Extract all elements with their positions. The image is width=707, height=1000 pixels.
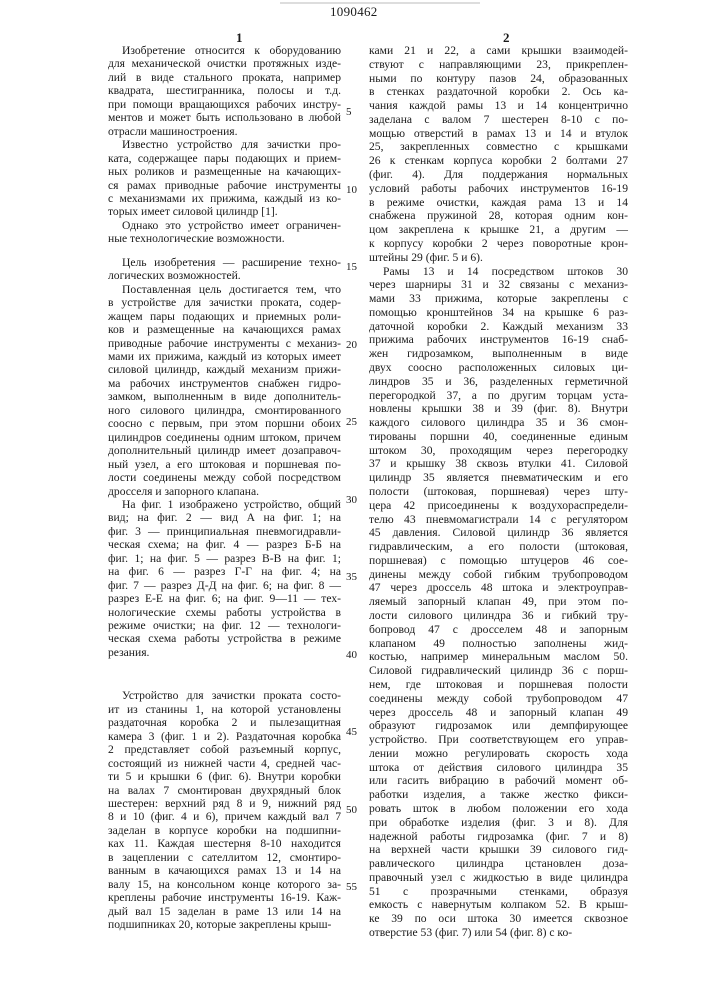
- text-line: штоком 30, проходящим через перегородку: [369, 444, 628, 458]
- text-line: ческая схема; на фиг. 4 — разрез Б-Б на: [108, 538, 341, 551]
- text-line: ванным в качающихся рамах 13 и 14 на: [108, 864, 341, 877]
- text-line: 2 представляет собой разъемный корпус,: [108, 743, 341, 756]
- text-line: резания.: [108, 646, 341, 659]
- right-column-number: 2: [503, 30, 510, 46]
- left-column-number: 1: [236, 30, 243, 46]
- text-line: отверстие 53 (фиг. 7) или 54 (фиг. 8) с ко-: [369, 926, 628, 940]
- text-line: через шарниры 31 и 32 связаны с механиз-: [369, 278, 628, 292]
- line-number: 35: [346, 571, 362, 583]
- scan-edge-line: [280, 2, 480, 4]
- text-line: новлены крышки 38 и 39 (фиг. 8). Внутри: [369, 402, 628, 416]
- text-line: Поставленная цель достигается тем, что: [108, 283, 341, 296]
- right-text-column: [369, 44, 628, 940]
- text-line: жен гидрозамком, выполненным в виде: [369, 347, 628, 361]
- text-line: ного силового цилиндра, смонтированного: [108, 404, 341, 417]
- text-line: 26 к стенкам корпуса коробки 2 болтами 27: [369, 154, 628, 168]
- line-number: 45: [346, 726, 362, 738]
- paragraph: [108, 689, 341, 931]
- text-line: снабжена пружиной 28, которая одним кон-: [369, 209, 628, 223]
- text-line: через дроссель 48 и запорный клапан 49: [369, 706, 628, 720]
- text-line: дополнительный цилиндр имеет дозаправоч-: [108, 444, 341, 457]
- text-line: чания каждой рамы 13 и 14 концентрично: [369, 99, 628, 113]
- text-line: полости (штоковая, поршневая) через шту-: [369, 485, 628, 499]
- text-line: На фиг. 1 изображено устройство, общий: [108, 498, 341, 511]
- text-line: квадрата, шестигранника, полосы и т.д.: [108, 84, 341, 97]
- text-line: на верхней части крышки 39 силового гид-: [369, 843, 628, 857]
- text-line: валу 15, на консольном конце которого за-: [108, 878, 341, 891]
- text-line: на валах 7 смонтирован двухрядный блок: [108, 784, 341, 797]
- text-line: дый вал 15 заделан в раме 13 или 14 на: [108, 905, 341, 918]
- text-line: телю 43 пневмомагистрали 14 с регулятором: [369, 513, 628, 527]
- line-number: 15: [346, 261, 362, 273]
- text-line: ными по контуру пазов 24, образованных: [369, 72, 628, 86]
- text-line: лении можно регулировать скорость хода: [369, 747, 628, 761]
- text-line: Известно устройство для зачистки про-: [108, 138, 341, 151]
- text-line: равлического цилиндра цстановлен доза-: [369, 857, 628, 871]
- text-line: гидравлическим, а его полости (штоковая,: [369, 540, 628, 554]
- paragraph: [108, 283, 341, 498]
- text-line: 37 и крышку 38 сквозь втулки 41. Силовой: [369, 457, 628, 471]
- text-line: логических возможностей.: [108, 269, 341, 282]
- text-line: приводные рабочие инструменты с механиз-: [108, 337, 341, 350]
- text-line: заделана с валом 7 шестерен 8-10 с по-: [369, 113, 628, 127]
- left-text-column: [108, 44, 341, 932]
- text-line: двух соосно расположенных силовых ци-: [369, 361, 628, 375]
- text-line: в зацеплении с сателлитом 12, смонтиро-: [108, 851, 341, 864]
- text-line: динены между собой гибким трубопроводом: [369, 568, 628, 582]
- text-line: прижима рабочих инструментов 16-19 снаб-: [369, 333, 628, 347]
- text-line: цилиндр 35 является пневматическим и его: [369, 471, 628, 485]
- text-line: (фиг. 4). Для поддержания нормальных: [369, 168, 628, 182]
- text-line: ческая схема работы устройства в режиме: [108, 632, 341, 645]
- line-number: 5: [346, 106, 362, 118]
- text-line: на фиг. 6 — разрез Г-Г на фиг. 4; на: [108, 565, 341, 578]
- text-line: камера 3 (фиг. 1 и 2). Раздаточная коробка: [108, 730, 341, 743]
- text-line: нем, где штоковая и поршневая полости: [369, 678, 628, 692]
- text-line: соединены между собой трубопроводом 47: [369, 692, 628, 706]
- paragraph: [108, 44, 341, 138]
- text-line: лости силового цилиндра 36 и гибкий тру-: [369, 609, 628, 623]
- text-line: состоящий из нижней части 4, средней час-: [108, 757, 341, 770]
- text-line: устройство. При соответствующем его управ-: [369, 733, 628, 747]
- text-line: помощью кронштейнов 34 на крышке 6 раз-: [369, 306, 628, 320]
- text-line: ма рабочих инструментов снабжен гидро-: [108, 377, 341, 390]
- patent-number: 1090462: [330, 4, 378, 20]
- paragraph: [108, 219, 341, 246]
- paragraph: [108, 498, 341, 659]
- text-line: для механической очистки протяжных изде-: [108, 57, 341, 70]
- text-line: тированы поршни 40, соединенные единым: [369, 430, 628, 444]
- text-line: бопровод 47 с дросселем 48 и запорным: [369, 623, 628, 637]
- text-line: раздаточная коробка 2 и пылезащитная: [108, 716, 341, 729]
- text-line: вид; на фиг. 2 — вид А на фиг. 1; на: [108, 511, 341, 524]
- text-line: ками 21 и 22, а сами крышки взаимодей-: [369, 44, 628, 58]
- paragraph: [369, 265, 628, 940]
- text-line: 25, закрепленных совместно с крышками: [369, 140, 628, 154]
- section-gap: [108, 246, 341, 256]
- text-line: ся рамах приводные рабочие инструменты: [108, 179, 341, 192]
- line-number: 10: [346, 184, 362, 196]
- text-line: Однако это устройство имеет ограничен-: [108, 219, 341, 232]
- text-line: ках 11. Каждая шестерня 8-10 находится: [108, 837, 341, 850]
- text-line: лий в виде стального проката, например: [108, 71, 341, 84]
- text-line: подшипниках 20, которые закреплены крыш-: [108, 918, 341, 931]
- text-line: в режиме очистки, каждая рама 13 и 14: [369, 196, 628, 210]
- text-line: фиг. 1; на фиг. 5 — разрез В-В на фиг. 1;: [108, 552, 341, 565]
- text-line: Изобретение относится к оборудованию: [108, 44, 341, 57]
- line-number: 25: [346, 416, 362, 428]
- text-line: силовой цилиндр, каждый механизм прижи-: [108, 363, 341, 376]
- line-number: 40: [346, 649, 362, 661]
- text-line: при обработке изделия (фиг. 3 и 8). Для: [369, 816, 628, 830]
- text-line: каждого силового цилиндра 35 и 36 смон-: [369, 416, 628, 430]
- text-line: в устройстве для зачистки проката, содер-: [108, 296, 341, 309]
- text-line: ные технологические возможности.: [108, 232, 341, 245]
- text-line: торых имеет силовой цилиндр [1].: [108, 205, 341, 218]
- text-line: даточной коробки 2. Каждый механизм 33: [369, 320, 628, 334]
- text-line: заделан в корпусе коробки на подшипни-: [108, 824, 341, 837]
- text-line: дросселя и запорного клапана.: [108, 485, 341, 498]
- paragraph: [369, 44, 628, 265]
- text-line: ит из станины 1, на которой установлены: [108, 703, 341, 716]
- text-line: ствуют с направляющими 23, прикреплен-: [369, 58, 628, 72]
- line-number: 30: [346, 494, 362, 506]
- text-line: образуют гидрозамок или демпфирующее: [369, 719, 628, 733]
- paragraph: [108, 138, 341, 219]
- text-line: ляемый запорный клапан 49, при этом по-: [369, 595, 628, 609]
- line-number: 50: [346, 804, 362, 816]
- text-line: замком, выполненным в виде дополнитель-: [108, 390, 341, 403]
- text-line: нологические схемы работы устройства в: [108, 606, 341, 619]
- text-line: или гасить вибрацию в рабочий момент об-: [369, 774, 628, 788]
- text-line: ных роликов и размещенные на качающих-: [108, 165, 341, 178]
- text-line: костью, например минеральным маслом 50.: [369, 650, 628, 664]
- text-line: мами их прижима, каждый из которых имеет: [108, 350, 341, 363]
- text-line: 51 с прозрачными стенками, образуя: [369, 885, 628, 899]
- paragraph: [108, 256, 341, 283]
- line-number: 55: [346, 881, 362, 893]
- text-line: условий работы рабочих инструментов 16-19: [369, 182, 628, 196]
- text-line: емкость с навернутым колпаком 52. В крыш-: [369, 898, 628, 912]
- text-line: Цель изобретения — расширение техно-: [108, 256, 341, 269]
- text-line: штейны 29 (фиг. 5 и 6).: [369, 251, 628, 265]
- text-line: мощью отверстий в рамах 13 и 14 и втулок: [369, 127, 628, 141]
- text-line: ровать шток в любом положении его хода: [369, 802, 628, 816]
- text-line: цом закреплена к крышке 21, а другим —: [369, 223, 628, 237]
- text-line: надежной работы гидрозамка (фиг. 7 и 8): [369, 830, 628, 844]
- text-line: линдров 35 и 36, разделенных герметичной: [369, 375, 628, 389]
- text-line: разрез Е-Е на фиг. 6; на фиг. 9—11 — тех-: [108, 592, 341, 605]
- text-line: цера 42 присоединены к воздухораспредели-: [369, 499, 628, 513]
- text-line: с механизмами их прижима, каждый из ко-: [108, 192, 341, 205]
- text-line: 8 и 10 (фиг. 4 и 6), причем каждый вал 7: [108, 810, 341, 823]
- text-line: фиг. 7 — разрез Д-Д на фиг. 6; на фиг. 8 —: [108, 579, 341, 592]
- text-line: лости соединены между собой посредством: [108, 471, 341, 484]
- text-line: клапаном 49 полностью заполнены жид-: [369, 637, 628, 651]
- text-line: соосно с первым, при этом поршни обоих: [108, 417, 341, 430]
- text-line: шестерен: верхний ряд 8 и 9, нижний ряд: [108, 797, 341, 810]
- text-line: жащем пары подающих и приемных роли-: [108, 310, 341, 323]
- text-line: при помощи вращающихся рабочих инстру-: [108, 98, 341, 111]
- text-line: поршневая) с помощью штуцеров 46 сое-: [369, 554, 628, 568]
- text-line: 45 давления. Силовой цилиндр 36 является: [369, 526, 628, 540]
- text-line: ный узел, а его штоковая и поршневая по-: [108, 458, 341, 471]
- text-line: мами 33 прижима, которые закреплены с: [369, 292, 628, 306]
- text-line: штока от действия силового цилиндра 35: [369, 761, 628, 775]
- text-line: ката, содержащее пары подающих и прием-: [108, 152, 341, 165]
- text-line: в стенках раздаточной коробки 2. Ось ка-: [369, 85, 628, 99]
- text-line: ке 39 по оси штока 30 имеется сквозное: [369, 912, 628, 926]
- text-line: фиг. 3 — принципиальная пневмогидравли-: [108, 525, 341, 538]
- line-number: 20: [346, 339, 362, 351]
- text-line: 47 через дроссель 48 штока и электроуправ-: [369, 581, 628, 595]
- text-line: ти 5 и крышки 6 (фиг. 6). Внутри коробки: [108, 770, 341, 783]
- text-line: цилиндров соединены одним штоком, причем: [108, 431, 341, 444]
- text-line: режиме очистки; на фиг. 12 — технологи-: [108, 619, 341, 632]
- text-line: перегородкой 37, а по другим торцам уста-: [369, 389, 628, 403]
- text-line: ков и размещенные на качающихся рамах: [108, 323, 341, 336]
- text-line: правочный узел с жидкостью в виде цилиндра: [369, 871, 628, 885]
- text-line: к корпусу коробки 2 через поворотные крон-: [369, 237, 628, 251]
- text-line: креплены рабочие инструменты 16-19. Каж-: [108, 891, 341, 904]
- text-line: Рамы 13 и 14 посредством штоков 30: [369, 265, 628, 279]
- text-line: Устройство для зачистки проката состо-: [108, 689, 341, 702]
- section-gap: [108, 659, 341, 689]
- text-line: отрасли машиностроения.: [108, 125, 341, 138]
- text-line: ментов и может быть использовано в любой: [108, 111, 341, 124]
- text-line: работки изделия, а также жестко фикси-: [369, 788, 628, 802]
- text-line: Силовой гидравлический цилиндр 36 с порш-: [369, 664, 628, 678]
